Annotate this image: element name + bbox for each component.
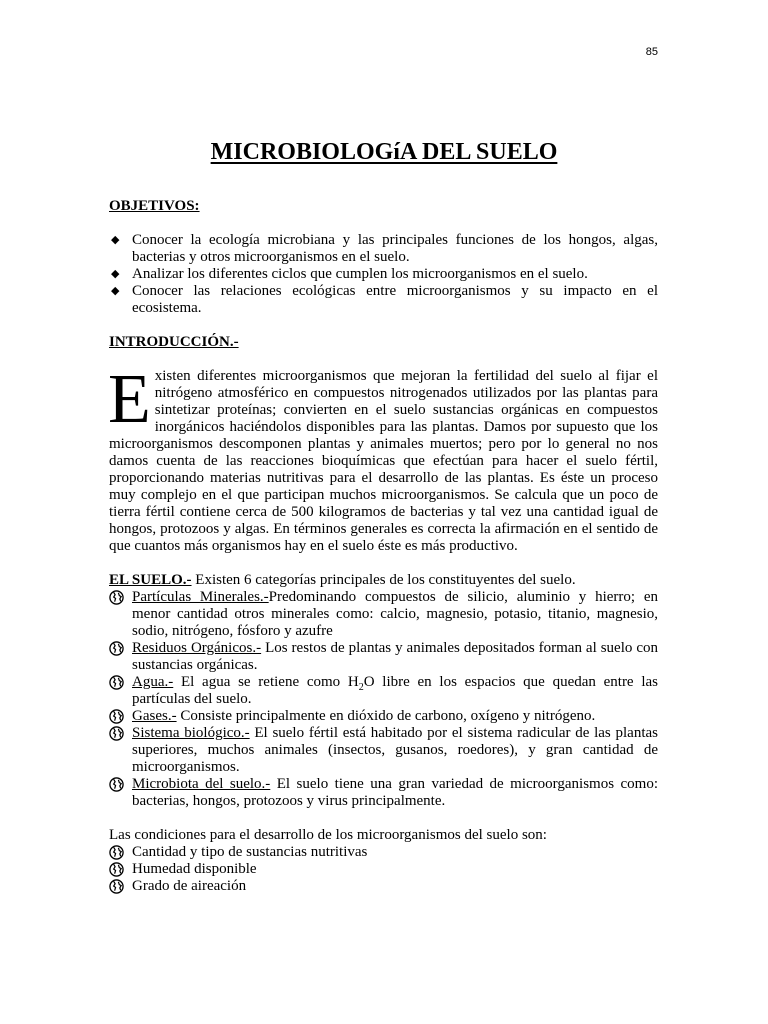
list-item: Partículas Minerales.-Predominando compuestos de silicio, aluminio y hierro; en menor cantidad otros minerales como: calcio, magnesio, potasio, titanio, magnesio, sodio, nitrógeno, fósforo y azufre <box>109 589 658 640</box>
list-item: Agua.- El agua se retiene como $H_2O$ libre en los espacios que quedan entre las partículas del suelo. <box>109 674 658 708</box>
globe-icon <box>109 879 124 894</box>
list-item: ◆ Conocer las relaciones ecológicas entre microorganismos y su impacto en el ecosistema. <box>111 283 658 316</box>
list-item: Humedad disponible <box>109 861 658 878</box>
globe-icon <box>109 845 124 860</box>
globe-icon <box>109 777 124 792</box>
list-item: Cantidad y tipo de sustancias nutritivas <box>109 844 658 861</box>
list-item: ◆ Analizar los diferentes ciclos que cumplen los microorganismos en el suelo. <box>111 266 588 282</box>
page-title: MICROBIOLOGíA DEL SUELO <box>210 139 558 165</box>
list-item: Grado de aireación <box>109 878 658 895</box>
list-item: Gases.- Consiste principalmente en dióxido de carbono, oxígeno y nitrógeno. <box>109 708 658 725</box>
conditions-intro: Las condiciones para el desarrollo de los microorganismos del suelo son: <box>109 827 547 843</box>
list-item: Sistema biológico.- El suelo fértil está habitado por el sistema radicular de las plantas superiores, muchos animales (insectos, gusanos, roedores), y gran cantidad de microorganismos. <box>109 725 658 776</box>
conditions-list <box>109 844 658 895</box>
intro-paragraph: Existen diferentes microorganismos que mejoran la fertilidad del suelo al fijar el nitrógeno atmosférico en compuestos nitrogenados utilizados por las plantas para sintetizar proteínas; convierten en el suelo sustancias orgánicas en compuestos inorgánicos haciéndolos disponibles para las plantas. Damos por supuesto que los microorganismos descomponen plantas y animales muertos; pero por lo general no nos damos cuenta de las reacciones bioquímicas que efectúan para hacer el suelo fértil, proporcionando materias nutritivas para el desarrollo de las plantas. Es éste un proceso muy complejo en el que participan muchos microorganismos. Se calcula que un poco de tierra fértil contiene cerca de 500 kilogramos de bacterias y tal vez una cantidad igual de hongos, protozoos y algas. En términos generales es correcta la afirmación en el sentido de que cuantos más organismos hay en el suelo éste es más productivo. <box>108 361 658 554</box>
globe-icon <box>109 726 124 741</box>
constituents-list <box>109 589 658 810</box>
objectives-heading: OBJETIVOS: <box>109 198 200 214</box>
diamond-icon: ◆ <box>111 234 120 246</box>
list-item: ◆ Conocer la ecología microbiana y las principales funciones de los hongos, algas, bacterias y otros microorganismos en el suelo. <box>111 232 658 265</box>
globe-icon <box>109 709 124 724</box>
document-body <box>109 198 658 895</box>
list-item: Microbiota del suelo.- El suelo tiene una gran variedad de microorganismos como: bacterias, hongos, protozoos y virus principalmente. <box>109 776 658 810</box>
page-number: 85 <box>645 46 658 58</box>
globe-icon <box>109 590 124 605</box>
diamond-icon: ◆ <box>111 268 120 280</box>
objectives-list <box>109 232 658 317</box>
globe-icon <box>109 675 124 690</box>
intro-heading: INTRODUCCIÓN.- <box>109 334 239 350</box>
suelo-paragraph: EL SUELO.- Existen 6 categorías principales de los constituyentes del suelo. <box>109 572 576 588</box>
diamond-icon: ◆ <box>111 285 120 297</box>
globe-icon <box>109 862 124 877</box>
globe-icon <box>109 641 124 656</box>
list-item: Residuos Orgánicos.- Los restos de plantas y animales depositados forman al suelo con sustancias orgánicas. <box>109 640 658 674</box>
drop-cap: E <box>108 361 151 438</box>
